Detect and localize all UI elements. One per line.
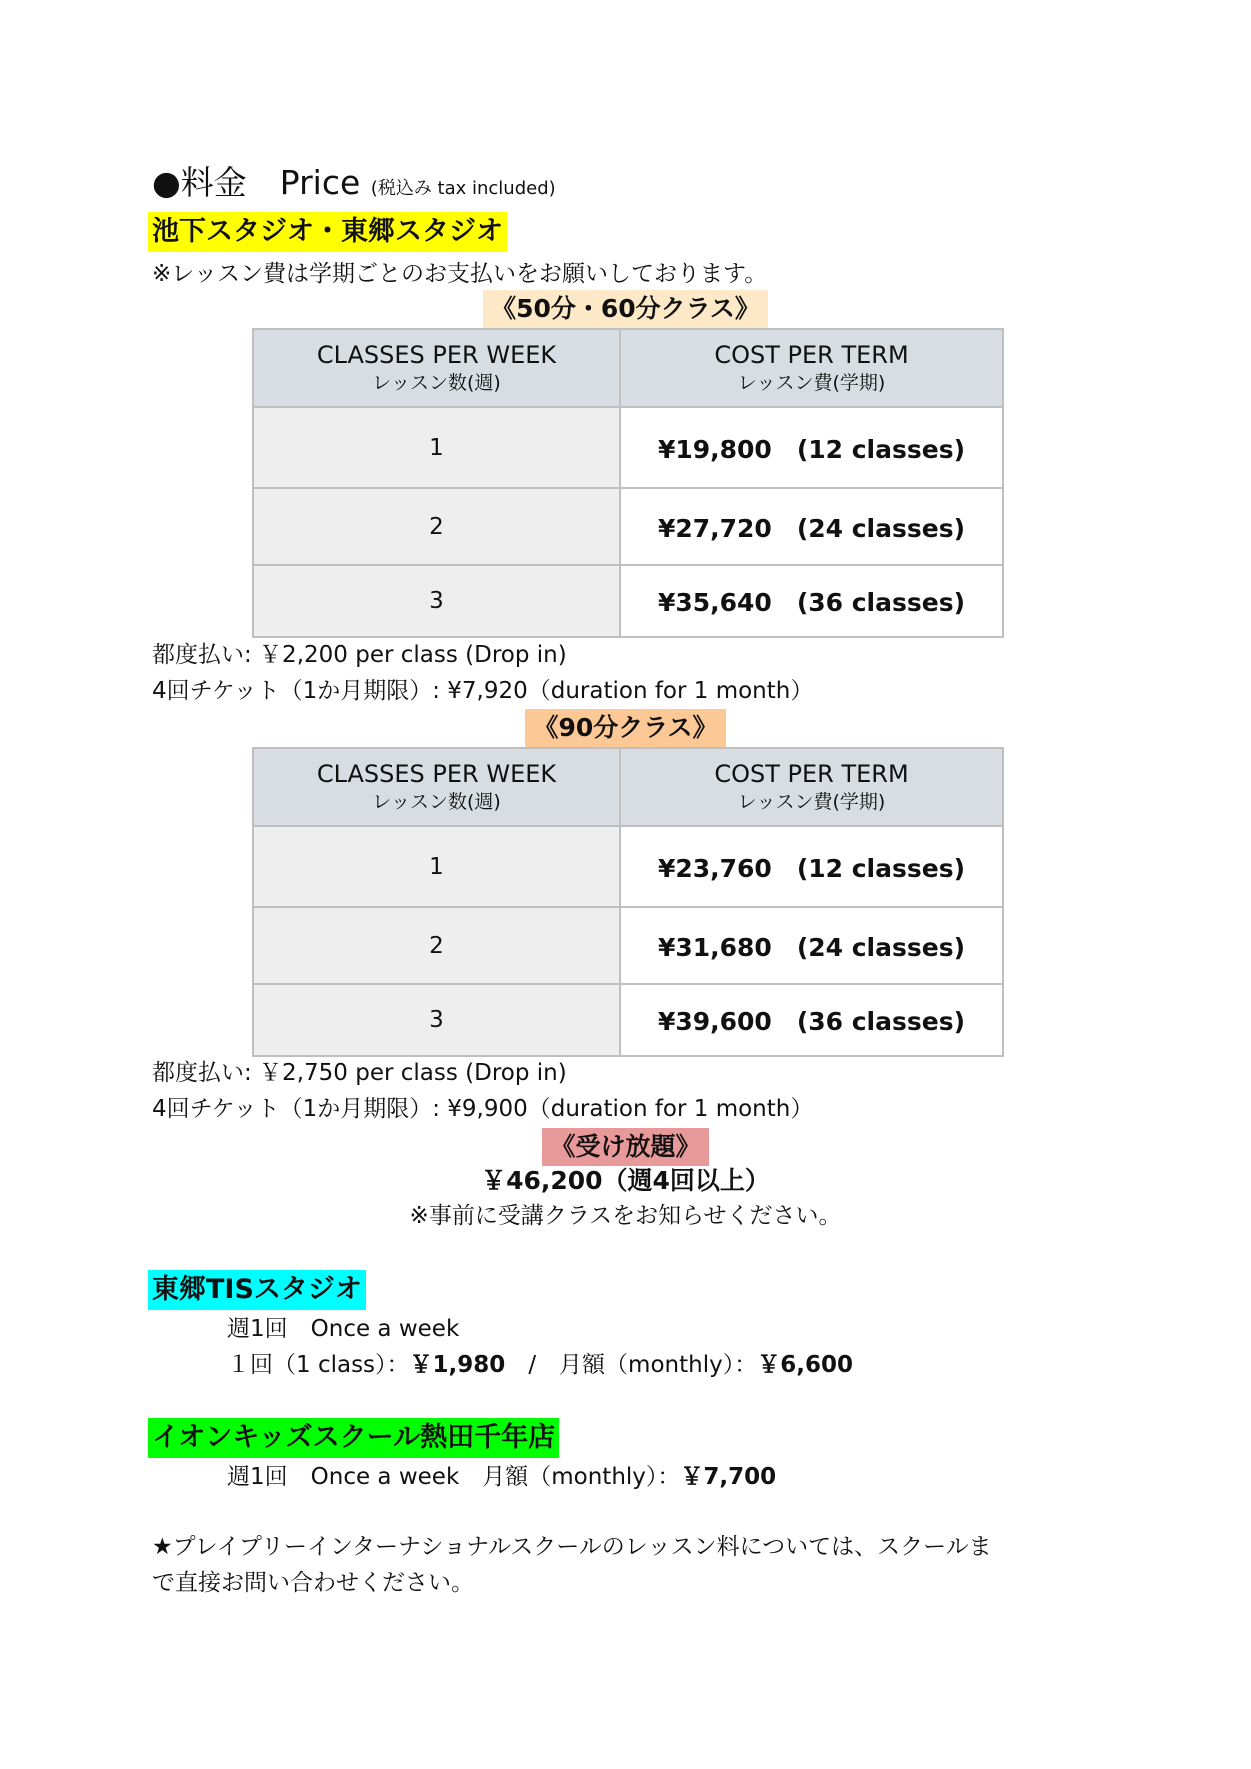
header-cost-per-term: COST PER TERM レッスン費(学期): [620, 748, 1003, 826]
cost-cell: ¥35,640 (36 classes): [620, 565, 1003, 637]
header-cost-per-term: COST PER TERM レッスン費(学期): [620, 329, 1003, 407]
classes-cell: 3: [253, 984, 620, 1056]
class90-title-wrap: [0, 709, 1251, 747]
studio1-name: 池下スタジオ・東郷スタジオ: [148, 212, 507, 252]
studio1-heading: [148, 212, 507, 252]
table-header-row: [253, 748, 1003, 826]
classes-cell: 3: [253, 565, 620, 637]
classes-cell: 1: [253, 826, 620, 907]
table-row: [253, 407, 1003, 488]
monthly-label: / 月額（monthly）：: [505, 1352, 758, 1378]
tax-note: (税込み tax included): [370, 178, 556, 199]
unlimited-title-wrap: [0, 1128, 1251, 1166]
cost-cell: ¥39,600 (36 classes): [620, 984, 1003, 1056]
price-table-90: [252, 747, 1004, 1057]
drop-in-90: 都度払い: ￥2,750 per class (Drop in): [152, 1060, 567, 1086]
class50-60-title: 《50分・60分クラス》: [483, 290, 768, 328]
unlimited-price: ￥46,200（週4回以上）: [481, 1166, 770, 1195]
classes-cell: 2: [253, 488, 620, 565]
unlimited-title: 《受け放題》: [542, 1128, 708, 1166]
unlimited-note: ※事前に受講クラスをお知らせください。: [409, 1203, 842, 1229]
studio2-name: 東郷TISスタジオ: [148, 1270, 366, 1310]
studio2-frequency: 週1回 Once a week: [227, 1316, 460, 1342]
per-class-price: ￥1,980: [409, 1352, 506, 1378]
footer-line-2: で直接お問い合わせください。: [152, 1570, 474, 1596]
classes-cell: 2: [253, 907, 620, 984]
table-row: [253, 488, 1003, 565]
table-row: [253, 907, 1003, 984]
drop-in-50-60: 都度払い: ￥2,200 per class (Drop in): [152, 642, 567, 668]
per-class-label: １回（1 class）：: [227, 1352, 410, 1378]
studio2-heading: [148, 1270, 366, 1310]
class90-title: 《90分クラス》: [525, 709, 725, 747]
cost-cell: ¥31,680 (24 classes): [620, 907, 1003, 984]
classes-cell: 1: [253, 407, 620, 488]
title-text: ●料金 Price: [152, 163, 361, 202]
monthly-price: ￥6,600: [757, 1352, 853, 1378]
ticket-50-60: 4回チケット（1か月期限）: ¥7,920（duration for 1 month）: [152, 678, 814, 704]
header-classes-per-week: CLASSES PER WEEK レッスン数(週): [253, 329, 620, 407]
cost-cell: ¥23,760 (12 classes): [620, 826, 1003, 907]
class50-60-title-wrap: [0, 290, 1251, 328]
table-header-row: [253, 329, 1003, 407]
studio1-note: ※レッスン費は学期ごとのお支払いをお願いしております。: [152, 261, 768, 287]
studio2-prices: [227, 1348, 853, 1382]
header-classes-per-week: CLASSES PER WEEK レッスン数(週): [253, 748, 620, 826]
page-title: [152, 163, 556, 209]
studio3-monthly-price: ￥7,700: [680, 1464, 777, 1490]
table-row: [253, 984, 1003, 1056]
ticket-90: 4回チケット（1か月期限）: ¥9,900（duration for 1 month）: [152, 1096, 814, 1122]
footer-line-1: ★プレイプリーインターナショナルスクールのレッスン料については、スクールま: [152, 1534, 992, 1560]
studio3-label: 週1回 Once a week 月額（monthly）：: [227, 1464, 681, 1490]
table-row: [253, 826, 1003, 907]
studio3-prices: [227, 1460, 776, 1494]
studio3-name: イオンキッズスクール熱田千年店: [148, 1418, 559, 1458]
table-row: [253, 565, 1003, 637]
price-table-50-60: [252, 328, 1004, 638]
cost-cell: ¥19,800 (12 classes): [620, 407, 1003, 488]
cost-cell: ¥27,720 (24 classes): [620, 488, 1003, 565]
studio3-heading: [148, 1418, 559, 1458]
